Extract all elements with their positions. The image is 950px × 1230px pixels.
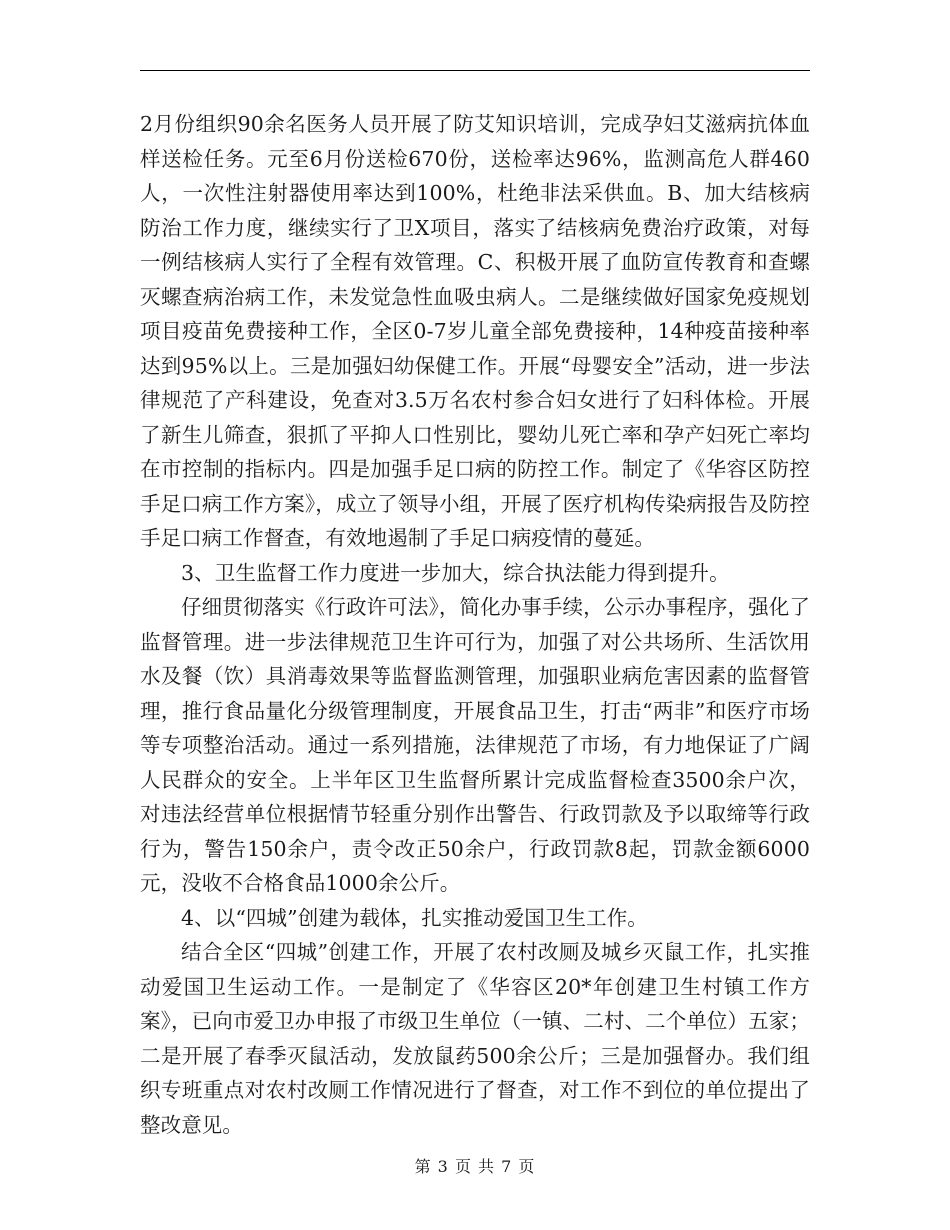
paragraph-1: 2月份组织90余名医务人员开展了防艾知识培训，完成孕妇艾滋病抗体血样送检任务。元至6月份送检670份，送检率达96%，监测高危人群460人，一次性注射器使用率达到100%，杜绝非法采供血。B、加大结核病防治工作力度，继续实行了卫X项目，落实了结核病免费治疗政策，对每一例结核病人实行了全程有效管理。C、积极开展了血防宣传教育和查螺灭螺查病治病工作，未发觉急性血吸虫病人。二是继续做好国家免疫规划项目疫苗免费接种工作，全区0-7岁儿童全部免费接种，14种疫苗接种率达到95%以上。三是加强妇幼保健工作。开展“母婴安全”活动，进一步法律规范了产科建设，免查对3.5万名农村参合妇女进行了妇科体检。开展了新生儿筛查，狠抓了平抑人口性别比，婴幼儿死亡率和孕产妇死亡率均在市控制的指标内。四是加强手足口病的防控工作。制定了《华容区防控手足口病工作方案》，成立了领导小组，开展了医疗机构传染病报告及防控手足口病工作督查，有效地遏制了手足口病疫情的蔓延。: [140, 112, 810, 550]
section-heading-3: 3、卫生监督工作力度进一步加大，综合执法能力得到提升。: [181, 560, 730, 585]
document-body: [140, 107, 810, 1142]
section-heading-4: 4、以“四城”创建为载体，扎实推动爱国卫生工作。: [181, 905, 648, 930]
header-rule: [140, 70, 810, 71]
page-number-footer: 第 3 页 共 7 页: [414, 1157, 536, 1176]
paragraph-3: 仔细贯彻落实《行政许可法》，简化办事手续，公示办事程序，强化了监督管理。进一步法律规范卫生许可行为，加强了对公共场所、生活饮用水及餐（饮）具消毒效果等监督监测管理，加强职业病危害因素的监督管理，推行食品量化分级管理制度，开展食品卫生，打击“两非”和医疗市场等专项整治活动。通过一系列措施，法律规范了市场，有力地保证了广阔人民群众的安全。上半年区卫生监督所累计完成监督检查3500余户次，对违法经营单位根据情节轻重分别作出警告、行政罚款及予以取缔等行政行为，警告150余户，责令改正50余户，行政罚款8起，罚款金额6000元，没收不合格食品1000余公斤。: [140, 595, 810, 895]
paragraph-5: 结合全区“四城”创建工作，开展了农村改厕及城乡灭鼠工作，扎实推动爱国卫生运动工作。一是制定了《华容区20*年创建卫生村镇工作方案》，已向市爱卫办申报了市级卫生单位（一镇、二村、二个单位）五家；二是开展了春季灭鼠活动，发放鼠药500余公斤；三是加强督办。我们组织专班重点对农村改厕工作情况进行了督查，对工作不到位的单位提出了整改意见。: [140, 940, 810, 1137]
